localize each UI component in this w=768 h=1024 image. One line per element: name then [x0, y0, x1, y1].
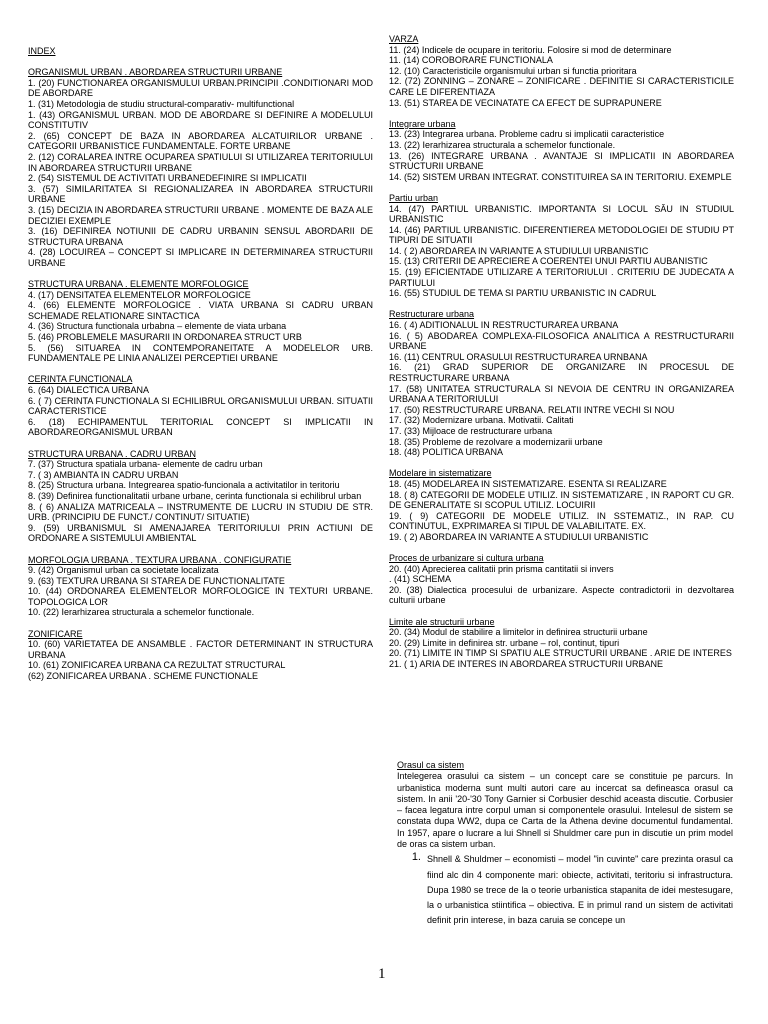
index-entry: 18. ( 8) CATEGORII DE MODELE UTILIZ. IN SISTEMATIZARE , IN RAPORT CU GR. DE GENERALITATE SI SCOPUL UTILIZ. LOCUIRII: [389, 489, 734, 511]
index-entry: 14. (46) PARTIUL URBANISTIC. DIFERENTIEREA METODOLOGIEI DE STUDIU PT TIPURI DE SITUATII: [389, 224, 734, 246]
index-entry: 8. ( 6) ANALIZA MATRICEALA – INSTRUMENTE DE LUCRU IN STUDIU DE STR. URB. (PRINCIPIU DE FUNCT./ CONTINUT/ SITUATIE): [28, 501, 373, 523]
index-entry: 12. (72) ZONNING – ZONARE – ZONIFICARE . DEFINITIE SI CARACTERISTICILE CARE LE DIFERENTIAZA: [389, 76, 734, 97]
index-section: [28, 629, 373, 682]
index-entry: 4. (66) ELEMENTE MORFOLOGICE . VIATA URBANA SI CADRU URBAN SCHEMADE RELATIONARE SINTACTICA: [28, 300, 373, 321]
section-heading: Integrare urbana: [389, 118, 456, 129]
index-entry: 6. (64) DIALECTICA URBANA: [28, 385, 150, 395]
section-heading: STRUCTURA URBANA . ELEMENTE MORFOLOGICE: [28, 279, 249, 290]
paragraph-number: 1.: [411, 851, 421, 864]
index-entry: 3. (15) DECIZIA IN ABORDAREA STRUCTURII URBANE . MOMENTE DE BAZA ALE DECIZIEI EXEMPLE: [28, 204, 373, 226]
index-section: [389, 617, 734, 670]
index-entry: 14. (52) SISTEM URBAN INTEGRAT. CONSTITUIREA SA IN TERITORIU. EXEMPLE: [389, 171, 732, 182]
index-left-column: [28, 46, 373, 682]
index-entry: 16. (21) GRAD SUPERIOR DE ORGANIZARE IN PROCESUL DE RESTRUCTURARE URBANA: [389, 362, 734, 383]
index-entry: 11. (24) Indicele de ocupare in teritoriu. Folosire si mod de determinare: [389, 44, 672, 55]
index-section: [389, 468, 734, 542]
index-entry: 20. (29) Limite in definirea str. urbane – rol, continut, tipuri: [389, 637, 620, 648]
section-heading: Restructurare urbana: [389, 309, 475, 320]
index-section: [389, 309, 734, 457]
index-entry: 16. ( 4) ADITIONALUL IN RESTRUCTURAREA URBANA: [389, 320, 619, 331]
index-right-column: [389, 34, 734, 670]
paragraph-text: Shnell & Shuldmer – economisti – model "in cuvinte" care prezinta orasul ca fiind alc din 4 componente mari: obiecte, activitati, teritoriu si infrastructura. Dupa 1980 se trece de la o teorie urbanistica stapanita de idei mestesugare, la o urbanistica stiintifica – obiectiva. E in primul rand un sistem de activitati definit prin interese, in baza caruia se concepe un: [427, 854, 733, 926]
index-entry: 4. (28) LOCUIREA – CONCEPT SI IMPLICARE IN DETERMINAREA STRUCTURII URBANE: [28, 247, 373, 268]
index-section: [389, 193, 734, 299]
index-entry: 16. (55) STUDIUL DE TEMA SI PARTIU URBANISTIC IN CADRUL: [389, 288, 657, 299]
index-entry: 20. (38) Dialectica procesului de urbanizare. Aspecte contradictorii in dezvoltarea culturii urbane: [389, 584, 734, 606]
index-section: [28, 555, 373, 619]
index-entry: 20. (40) Aprecierea calitatii prin prisma cantitatii si invers: [389, 563, 614, 574]
index-entry: 15. (19) EFICIENTADE UTILIZARE A TERITORIULUI . CRITERIU DE JUDECATA A PARTIULUI: [389, 267, 734, 288]
section-heading: Limite ale structurii urbane: [389, 616, 495, 627]
index-entry: 9. (42) Organismul urban ca societate localizata: [28, 565, 219, 576]
index-entry: 3. (57) SIMILARITATEA SI REGIONALIZAREA IN ABORDAREA STRUCTURII URBANE: [28, 183, 373, 205]
index-entry: 7. ( 3) AMBIANTA IN CADRU URBAN: [28, 469, 179, 480]
index-entry: 5. (46) PROBLEMELE MASURARII IN ORDONAREA STRUCT URB: [28, 332, 302, 343]
index-entry: 16. ( 5) ABODAREA COMPLEXA-FILOSOFICA ANALITICA A RESTRUCTURARII URBANE: [389, 330, 734, 352]
index-section: [389, 553, 734, 606]
index-entry: 17. (32) Modernizare urbana. Motivatii. Calitati: [389, 415, 574, 426]
section-heading: Modelare in sistematizare: [389, 468, 492, 479]
index-entry: 20. (34) Modul de stabilire a limitelor in definirea structurii urbane: [389, 627, 648, 638]
index-entry: 18. (35) Probleme de rezolvare a modernizarii urbane: [389, 436, 603, 447]
numbered-paragraph: [397, 852, 733, 928]
index-entry: 19. ( 9) CATEGORII DE MODELE UTILIZ. IN SSTEMATIZ., IN RAP. CU CONTINUTUL, EXPRIMAREA SI TIPUL DE VALABILITATE. EX.: [389, 510, 734, 532]
index-section: [389, 34, 734, 108]
index-entry: 7. (37) Structura spatiala urbana- elemente de cadru urban: [28, 459, 263, 470]
section-heading: MORFOLOGIA URBANA . TEXTURA URBANA . CONFIGURATIE: [28, 554, 292, 565]
index-entry: 17. (58) UNITATEA STRUCTURALA SI NEVOIA DE CENTRU IN ORGANIZAREA URBANA A TERITORIULUI: [389, 383, 734, 405]
index-section: [28, 449, 373, 544]
index-entry: 6. ( 7) CERINTA FUNCTIONALA SI ECHILIBRUL ORGANISMULUI URBAN. SITUATII CARACTERISTICE: [28, 395, 373, 417]
index-entry: 1. (31) Metodologia de studiu structural-comparativ- multifunctional: [28, 98, 295, 109]
index-section: [389, 119, 734, 183]
index-section: [28, 279, 373, 364]
index-entry: 13. (51) STAREA DE VECINATATE CA EFECT DE SUPRAPUNERE: [389, 97, 662, 108]
index-entry: 13. (23) Integrarea urbana. Probleme cadru si implicatii caracteristice: [389, 129, 665, 140]
index-entry: 5. (56) SITUAREA IN CONTEMPORANEITATE A MODELELOR URB. FUNDAMENTALE PE LINIA ANALIZEI PERCEPTIEI URBANE: [28, 342, 373, 364]
intro-paragraph: Intelegerea orasului ca sistem – un concept care se constituie pe parcurs. In urbanistica moderna sunt multi autori care au incercat sa defineasca orasul ca sistem. In anii '20-'30 Tony Garnier si Corbusier deschid aceasta discutie. Corbusier – facea legatura intre corpul uman si componentele orasului. Intelesul de sistem se constata dupa WW2, dupa ce Carta de la Athena devine documentul fundamental. In 1957, apare o lucrare a lui Shnell si Shuldmer care pun in discutie un prim model de oras ca sistem urban.: [397, 771, 733, 850]
section-heading: Proces de urbanizare si cultura urbana: [389, 553, 544, 564]
index-entry: 10. (44) ORDONAREA ELEMENTELOR MORFOLOGICE IN TEXTURI URBANE. TOPOLOGICA LOR: [28, 586, 373, 607]
section-heading: VARZA: [389, 34, 419, 44]
index-entry: 4. (17) DENSITATEA ELEMENTELOR MORFOLOGICE: [28, 289, 251, 300]
index-entry: 4. (36) Structura functionala urbabna – elemente de viata urbana: [28, 321, 287, 332]
index-entry: 2. (12) CORALAREA INTRE OCUPAREA SPATIULUI SI UTILIZAREA TERITORIULUI IN ABORDAREA STRUCTURII URBANE: [28, 151, 373, 173]
index-entry: 1. (43) ORGANISMUL URBAN. MOD DE ABORDARE SI DEFINIRE A MODELULUI CONSTITUTIV: [28, 109, 373, 131]
index-entry: 12. (10) Caracteristicile organismului urban si functia prioritara: [389, 65, 637, 76]
index-entry: . (41) SCHEMA: [389, 574, 452, 585]
index-section: [28, 374, 373, 438]
index-section: [28, 67, 373, 268]
index-entry: 9. (59) URBANISMUL SI AMENAJAREA TERITORIULUI PRIN ACTIUNI DE ORDONARE A SISTEMULUI AMBIENTAL: [28, 522, 373, 544]
section-heading: ZONIFICARE: [28, 628, 83, 639]
index-entry: 8. (25) Structura urbana. Integrearea spatio-funcionala a activitatilor in teritoriu: [28, 480, 340, 491]
index-entry: 13. (26) INTEGRARE URBANA . AVANTAJE SI IMPLICATII IN ABORDAREA STRUCTURII URBANE: [389, 150, 734, 172]
index-entry: 17. (33) Mijloace de restructurare urbana: [389, 425, 553, 436]
index-entry: 9. (63) TEXTURA URBANA SI STAREA DE FUNCTIONALITATE: [28, 575, 285, 586]
index-entry: 14. (47) PARTIUL URBANISTIC. IMPORTANTA SI LOCUL SĂU IN STUDIUL URBANISTIC: [389, 203, 734, 225]
index-entry: 1. (20) FUNCTIONAREA ORGANISMULUI URBAN.PRINCIPII .CONDITIONARI MOD DE ABORDARE: [28, 77, 373, 99]
index-section: [28, 46, 373, 57]
index-entry: 2. (65) CONCEPT DE BAZA IN ABORDAREA ALCATUIRILOR URBANE . CATEGORII URBANISTICE FUNDAMENTALE. FORTE URBANE: [28, 130, 373, 152]
index-entry: 15. (13) CRITERII DE APRECIERE A COERENTEI UNUI PARTIU AUBANISTIC: [389, 256, 708, 267]
index-entry: 18. (48) POLITICA URBANA: [389, 447, 504, 458]
index-entry: 18. (45) MODELAREA IN SISTEMATIZARE. ESENTA SI REALIZARE: [389, 478, 667, 489]
index-entry: 8. (39) Definirea functionalitatii urbane urbane, cerinta functionala si echilibrul urban: [28, 490, 362, 501]
section-heading: CERINTA FUNCTIONALA: [28, 374, 133, 385]
index-entry: 21. ( 1) ARIA DE INTERES IN ABORDAREA STRUCTURII URBANE: [389, 659, 664, 670]
index-entry: 3. (16) DEFINIREA NOTIUNII DE CADRU URBANIN SENSUL ABORDARII DE STRUCTURA URBANA: [28, 226, 373, 247]
index-entry: 19. ( 2) ABORDAREA IN VARIANTE A STUDIULUI URBANISTIC: [389, 531, 649, 542]
index-entry: 16. (11) CENTRUL ORASULUI RESTRUCTURAREA URNBANA: [389, 351, 648, 362]
section-heading: Partiu urban: [389, 192, 439, 203]
index-entry: 14. ( 2) ABORDAREA IN VARIANTE A STUDIULUI URBANISTIC: [389, 245, 649, 256]
index-entry: 20. (71) LIMITE IN TIMP SI SPATIU ALE STRUCTURII URBANE . ARIE DE INTERES: [389, 648, 732, 659]
index-entry: (62) ZONIFICAREA URBANA . SCHEME FUNCTIONALE: [28, 671, 259, 682]
index-entry: 10. (61) ZONIFICAREA URBANA CA REZULTAT STRUCTURAL: [28, 660, 286, 671]
section-heading: ORGANISMUL URBAN . ABORDAREA STRUCTURII URBANE: [28, 67, 283, 78]
index-entry: 11. (14) COROBORARE FUNCTIONALA: [389, 55, 553, 66]
index-entry: 17. (50) RESTRUCTURARE URBANA. RELATII INTRE VECHI SI NOU: [389, 404, 675, 415]
index-entry: 2. (54) SISTEMUL DE ACTIVITATI URBANEDEFINIRE SI IMPLICATII: [28, 173, 307, 184]
index-entry: 6. (18) ECHIPAMENTUL TERITORIAL CONCEPT SI IMPLICATII IN ABORDAREORGANISMUL URBAN: [28, 416, 373, 438]
intro-section: [397, 760, 733, 928]
section-heading: INDEX: [28, 46, 56, 56]
section-heading: STRUCTURA URBANA . CADRU URBAN: [28, 448, 197, 459]
index-entry: 10. (60) VARIETATEA DE ANSAMBLE . FACTOR DETERMINANT IN STRUCTURA URBANA: [28, 639, 373, 660]
index-entry: 13. (22) Ierarhizarea structurala a schemelor functionale.: [389, 139, 616, 150]
page-number: 1: [378, 966, 386, 982]
index-entry: 10. (22) Ierarhizarea structurala a schemelor functionale.: [28, 607, 255, 618]
section-title: Orasul ca sistem: [397, 760, 465, 770]
